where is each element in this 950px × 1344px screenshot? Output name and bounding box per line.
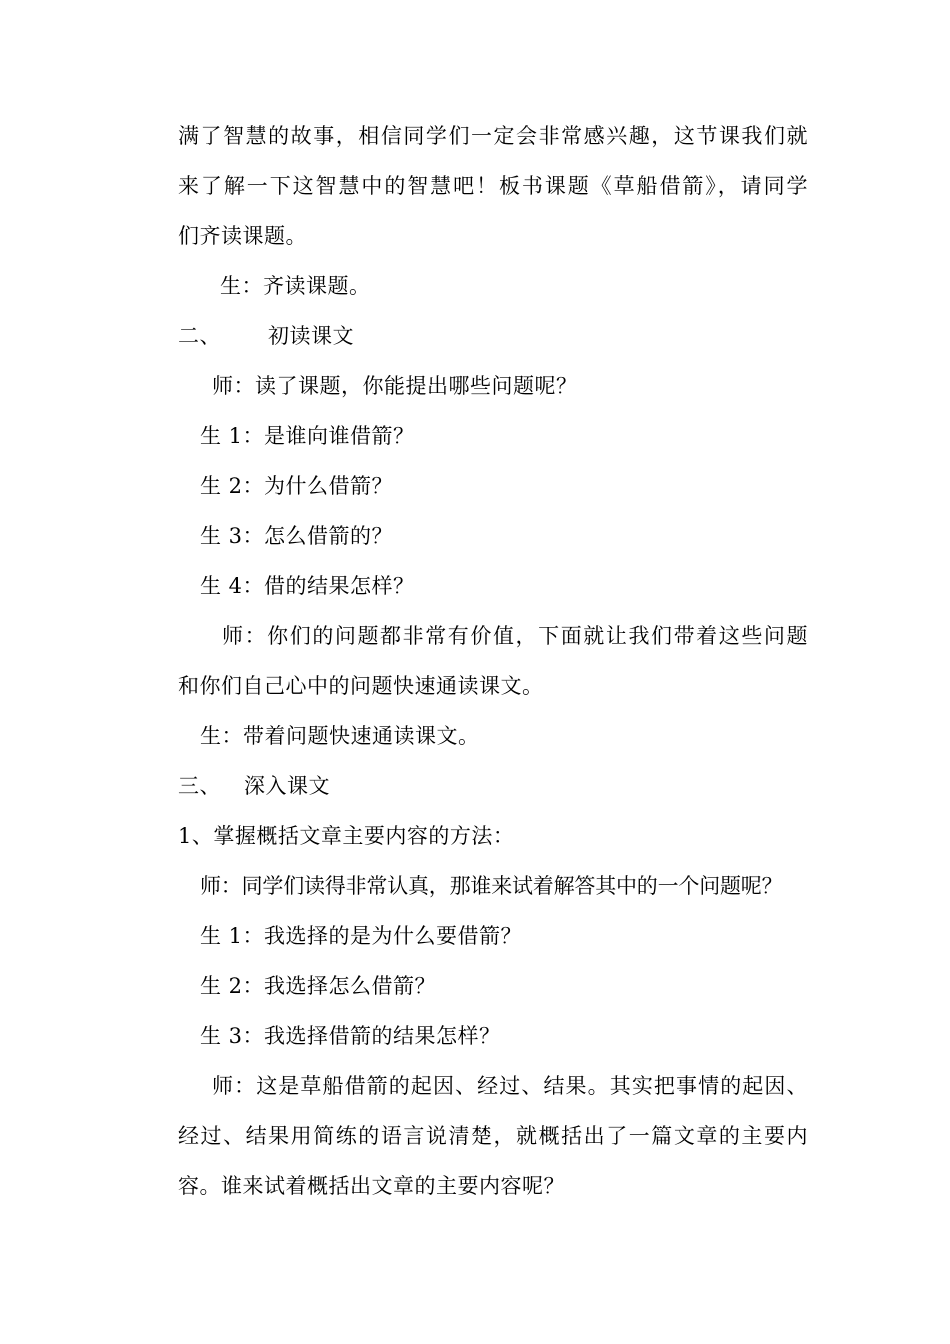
dialogue-line: 生 3：怎么借箭的？ — [200, 524, 394, 548]
dialogue-line: 生 2：我选择怎么借箭？ — [200, 974, 437, 998]
section-heading: 深入课文 — [244, 774, 330, 798]
paragraph-line: 满了智慧的故事，相信同学们一定会非常感兴趣，这节课我们就 — [178, 124, 808, 148]
subsection-heading: 1、掌握概括文章主要内容的方法： — [178, 824, 515, 848]
dialogue-line: 生：齐读课题。 — [220, 274, 371, 298]
paragraph-line: 容。谁来试着概括出文章的主要内容呢？ — [178, 1174, 565, 1198]
dialogue-line: 生 4：借的结果怎样？ — [200, 574, 415, 598]
dialogue-line: 生 3：我选择借箭的结果怎样？ — [200, 1024, 501, 1048]
dialogue-line: 生 1：是谁向谁借箭？ — [200, 424, 415, 448]
dialogue-line: 生 1：我选择的是为什么要借箭？ — [200, 924, 523, 948]
dialogue-line: 生：带着问题快速通读课文。 — [200, 724, 480, 748]
dialogue-line: 生 2：为什么借箭？ — [200, 474, 394, 498]
dialogue-line: 师：同学们读得非常认真，那谁来试着解答其中的一个问题呢？ — [200, 874, 783, 898]
dialogue-line: 师：读了课题，你能提出哪些问题呢？ — [212, 374, 578, 398]
paragraph-line: 来了解一下这智慧中的智慧吧！板书课题《草船借箭》，请同学 — [178, 174, 808, 198]
paragraph-line: 经过、结果用简练的语言说清楚，就概括出了一篇文章的主要内 — [178, 1124, 808, 1148]
section-number: 三、 — [178, 774, 221, 798]
paragraph-line: 们齐读课题。 — [178, 224, 307, 248]
section-number: 二、 — [178, 324, 221, 348]
section-heading: 初读课文 — [268, 324, 354, 348]
dialogue-line: 师：这是草船借箭的起因、经过、结果。其实把事情的起因、 — [212, 1074, 808, 1098]
dialogue-line: 师：你们的问题都非常有价值，下面就让我们带着这些问题 — [222, 624, 808, 648]
paragraph-line: 和你们自己心中的问题快速通读课文。 — [178, 674, 544, 698]
